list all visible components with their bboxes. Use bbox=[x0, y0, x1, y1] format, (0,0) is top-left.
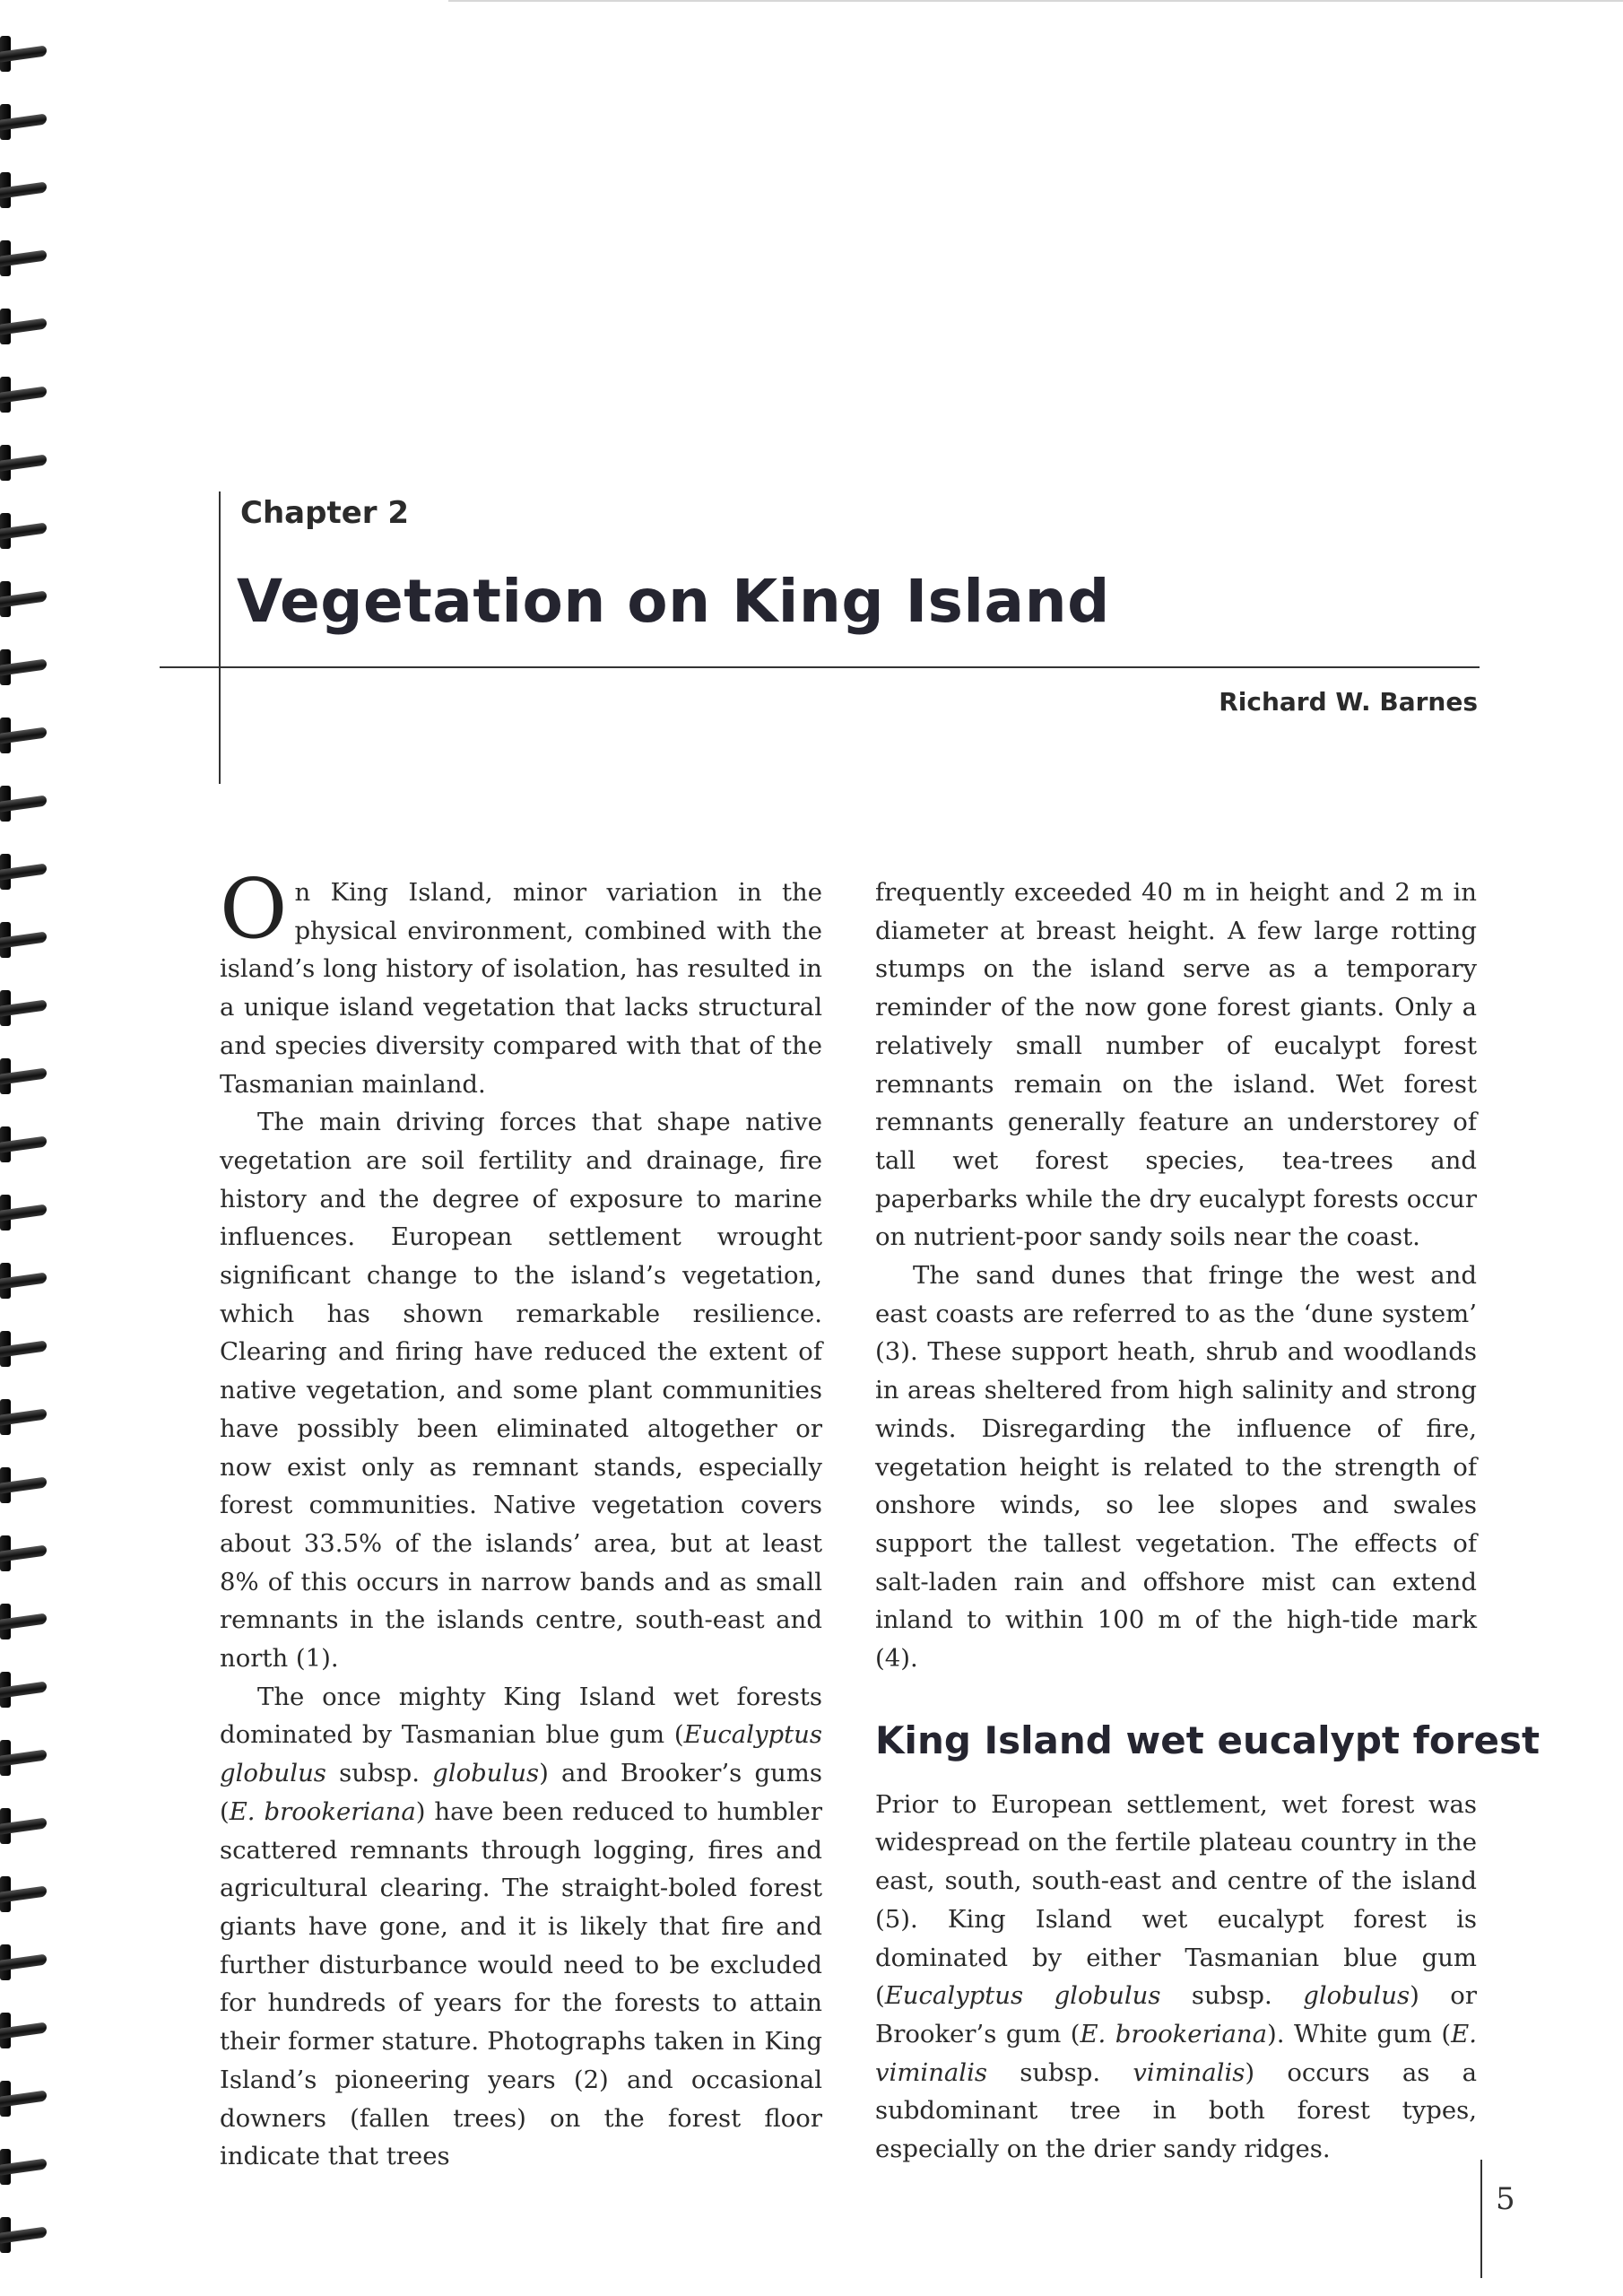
page-number: 5 bbox=[1496, 2181, 1515, 2217]
binding-coil bbox=[0, 854, 54, 893]
author-name: Richard W. Barnes bbox=[1219, 687, 1478, 717]
binding-coil bbox=[0, 240, 54, 280]
binding-coil bbox=[0, 2149, 54, 2188]
binding-coil bbox=[0, 1672, 54, 1711]
binding-coil bbox=[0, 581, 54, 621]
binding-coil bbox=[0, 1944, 54, 1984]
spiral-binding bbox=[0, 0, 63, 2296]
page-title: Vegetation on King Island bbox=[237, 567, 1110, 636]
paragraph-driving-forces: The main driving forces that shape native vegetation are soil fertility and drainage, fire history and the degree of exposure to marine influences. European settlement wrought significant change to the island’s vegetation, which has shown remarkable resilience. Clearing and firing have reduced the extent of native vegetation, and some plant communities have possibly been eliminated altogether or now exist only as remnant stands, especially forest communities. Native vegetation covers about 33.5% of the islands’ area, but at least 8% of this occurs in narrow bands and as small remnants in the islands centre, south-east and north (1). bbox=[220, 1108, 822, 1674]
binding-coil bbox=[0, 922, 54, 961]
chapter-label: Chapter 2 bbox=[240, 495, 410, 531]
binding-coil bbox=[0, 104, 54, 144]
chapter-horizontal-rule bbox=[160, 666, 1480, 668]
binding-coil bbox=[0, 1467, 54, 1507]
drop-cap: O bbox=[220, 861, 288, 957]
binding-coil bbox=[0, 1604, 54, 1643]
intro-paragraph: On King Island, minor variation in the physical environment, combined with the island’s long history of isolation, has resulted in a unique island vegetation that lacks structural and species diversity compared with that of the Tasmanian mainland. bbox=[220, 861, 822, 1099]
binding-coil bbox=[0, 2217, 54, 2257]
binding-coil bbox=[0, 649, 54, 689]
chapter-vertical-rule bbox=[219, 491, 221, 784]
page-number-rule bbox=[1480, 2160, 1482, 2278]
binding-coil bbox=[0, 1876, 54, 1916]
binding-coil bbox=[0, 786, 54, 825]
binding-coil bbox=[0, 1126, 54, 1166]
binding-coil bbox=[0, 1195, 54, 1234]
binding-coil bbox=[0, 718, 54, 757]
right-column bbox=[875, 874, 1541, 2169]
binding-coil bbox=[0, 1399, 54, 1439]
binding-coil bbox=[0, 1331, 54, 1370]
left-column bbox=[220, 861, 822, 2176]
binding-coil bbox=[0, 1740, 54, 1779]
binding-coil bbox=[0, 445, 54, 484]
paragraph-wet-eucalypt-forest: Prior to European settlement, wet forest was widespread on the fertile plateau country in the east, south, south-east and centre of the island (5). King Island wet eucalypt forest is dominated by either Tasmanian blue gum (Eucalyptus globulus subsp. globulus) or Brooker’s gum (E. brookeriana). White gum (E. viminalis subsp. viminalis) occurs as a subdominant tree in both forest types, especially on the drier sandy ridges. bbox=[875, 1789, 1478, 2164]
section-heading: King Island wet eucalypt forest bbox=[875, 1718, 1541, 1762]
page-top-edge bbox=[448, 0, 1623, 2]
binding-coil bbox=[0, 990, 54, 1030]
binding-coil bbox=[0, 513, 54, 552]
binding-coil bbox=[0, 377, 54, 416]
binding-coil bbox=[0, 309, 54, 348]
paragraph-forest-giants: frequently exceeded 40 m in height and 2 m in diameter at breast height. A few large rotting stumps on the island serve as a temporary reminder of the now gone forest giants. Only a relatively small number of eucalypt forest remnants remain on the island. Wet forest remnants generally feature an understorey of tall wet forest species, tea-trees and paperbarks while the dry eucalypt forests occur on nutrient-poor sandy soils near the coast. bbox=[875, 878, 1477, 1252]
paragraph-wet-forests: The once mighty King Island wet forests dominated by Tasmanian blue gum (Eucalyptus globulus subsp. globulus) and Brooker’s gums (E. brookeriana) have been reduced to humbler scattered remnants through logging, fires and agricultural clearing. The straight-boled forest giants have gone, and it is likely that fire and further disturbance would need to be excluded for hundreds of years for the forests to attain their former stature. Photographs taken in King Island’s pioneering years (2) and occasional downers (fallen trees) on the forest floor indicate that trees bbox=[220, 1682, 822, 2171]
binding-coil bbox=[0, 2081, 54, 2120]
binding-coil bbox=[0, 2013, 54, 2052]
binding-coil bbox=[0, 36, 54, 75]
binding-coil bbox=[0, 1058, 54, 1098]
binding-coil bbox=[0, 1263, 54, 1302]
binding-coil bbox=[0, 1808, 54, 1848]
binding-coil bbox=[0, 1535, 54, 1575]
paragraph-dune-system: The sand dunes that fringe the west and east coasts are referred to as the ‘dune system’ (3). These support heath, shrub and woodlands in areas sheltered from high salinity and strong winds. Disregarding the influence of fire, vegetation height is related to the strength of onshore winds, so lee slopes and swales support the tallest vegetation. The effects of salt-laden rain and offshore mist can extend inland to within 100 m of the high-tide mark (4). bbox=[875, 1261, 1477, 1674]
binding-coil bbox=[0, 172, 54, 212]
